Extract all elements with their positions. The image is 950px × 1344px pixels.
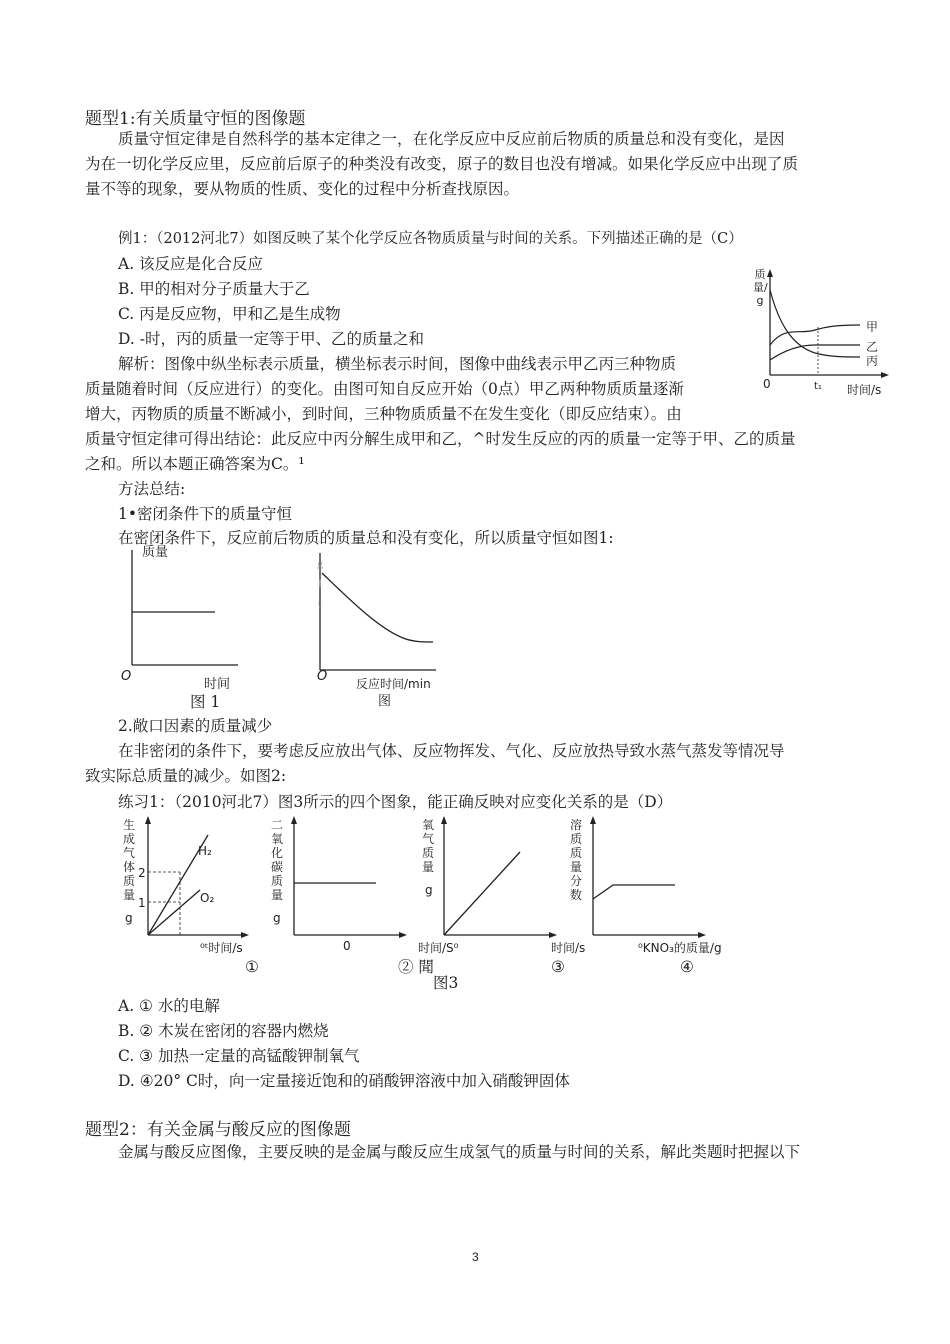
pg1-h2-label: H₂ (198, 844, 212, 858)
method-item2-text-2: 致实际总质量的减少。如图2: (85, 767, 287, 785)
graph-ylabel: 质量/g (753, 268, 768, 307)
practice1-option-d: D. ④20° C时，向一定量接近饱和的硝酸钾溶液中加入硝酸钾固体 (118, 1072, 570, 1090)
intro-line-2: 为在一切化学反应里，反应前后原子的种类没有改变，原子的数目也没有增减。如果化学反应中出现了质 (85, 155, 799, 173)
solute-fraction-line (593, 885, 675, 899)
figure1-ylabel: 质量 (142, 545, 169, 560)
graph-xlabel: 时间/s (847, 383, 882, 397)
intro-line-1: 质量守恒定律是自然科学的基本定律之一，在化学反应中反应前后物质的质量总和没有变化，是因 (118, 130, 785, 148)
example1-option-a: A. 该反应是化合反应 (118, 255, 264, 273)
pg2-ylabel: 二氧化碳质量 (270, 818, 283, 902)
analysis-line-3: 增大，丙物质的质量不断减小，到时间，三种物质质量不在发生变化（即反应结束）。由 (85, 405, 682, 423)
pg2-xlabel: 0 (343, 939, 351, 953)
practice1-question: 练习1：（2010河北7）图3所示的四个图象，能正确反映对应变化关系的是（D） (118, 793, 673, 811)
pg4-xlabel-left: 时间/s (551, 941, 586, 955)
page-number: 3 (472, 1250, 479, 1264)
pg4-xlabel: ⁰KNO₃的质量/g (638, 941, 722, 955)
section1-title: 题型1:有关质量守恒的图像题 (85, 109, 306, 129)
method-item1: 1•密闭条件下的质量守恒 (118, 505, 293, 523)
figure1-origin: O (121, 669, 132, 684)
pg1-ylabel: 生成气体质量 (122, 818, 135, 902)
analysis-line-4: 质量守恒定律可得出结论：此反应中丙分解生成甲和乙，^时发生反应的丙的质量一定等于甲、乙的质量 (85, 430, 796, 448)
pg2-yunit: g (273, 911, 281, 925)
pg3-ylabel: 氧气质量 (421, 818, 434, 874)
legend-yi: 乙 (866, 340, 879, 354)
figure2-decreasing-curve (322, 573, 433, 642)
figure3-caption: 图3 (433, 974, 459, 992)
figure2-origin: O (317, 669, 328, 684)
practice1-option-c: C. ③ 加热一定量的高锰酸钾制氧气 (118, 1047, 360, 1065)
figure2-xlabel: 反应时间/min (356, 677, 431, 691)
figure2-caption: 图 (378, 694, 392, 709)
analysis-line-5: 之和。所以本题正确答案为C。¹ (85, 455, 305, 473)
pg4-ylabel: 溶质质量分数 (569, 818, 582, 902)
legend-jia: 甲 (866, 320, 879, 334)
figure1-xlabel: 时间 (204, 677, 231, 692)
pg1-o2-label: O₂ (200, 891, 215, 905)
pg3-xlabel: 时间/S⁰ (418, 941, 459, 955)
graph-origin: 0 (763, 377, 771, 391)
o2-line (148, 890, 200, 935)
figure2-axes (308, 553, 438, 678)
figure1-axes (120, 545, 240, 670)
legend-bing: 丙 (866, 354, 879, 368)
practice1-option-a: A. ① 水的电解 (118, 997, 220, 1015)
pg4-number: ④ (680, 958, 694, 976)
graph-t1: t₁ (814, 381, 822, 392)
figure2-ylabel: ｇｌｔ (315, 560, 325, 610)
practice1-option-b: B. ② 木炭在密闭的容器内燃烧 (118, 1022, 329, 1040)
method-item1-text: 在密闭条件下，反应前后物质的质量总和没有变化，所以质量守恒如图1: (118, 529, 614, 547)
pg3-number: ③ (551, 958, 565, 976)
figure1-caption: 图 1 (190, 693, 221, 711)
example1-option-c: C. 丙是反应物，甲和乙是生成物 (118, 305, 341, 323)
pg1-xlabel: ⁰ᵗ时间/s (200, 941, 243, 955)
pg3-axes (438, 815, 558, 940)
pg1-number: ① (245, 958, 259, 976)
section2-title: 题型2：有关金属与酸反应的图像题 (85, 1120, 351, 1140)
pg2-number: ② 聞 (398, 958, 434, 976)
pg1-axes (140, 815, 250, 940)
pg1-tick-1: 1 (138, 896, 146, 910)
pg4-axes (587, 815, 707, 940)
curve-jia (770, 325, 860, 345)
example1-option-d: D. -时，丙的质量一定等于甲、乙的质量之和 (118, 330, 424, 348)
method-item2-text-1: 在非密闭的条件下，要考虑反应放出气体、反应物挥发、气化、反应放热导致水蒸气蒸发等情况导 (118, 742, 785, 760)
intro-line-3: 量不等的现象，要从物质的性质、变化的过程中分析查找原因。 (85, 180, 520, 198)
pg1-tick-2: 2 (138, 866, 146, 880)
method-title: 方法总结: (118, 480, 186, 498)
o2-rising-line (444, 852, 520, 935)
analysis-line-2: 质量随着时间（反应进行）的变化。由图可知自反应开始（0点）甲乙两种物质质量逐渐 (85, 380, 684, 398)
curve-bing (770, 290, 860, 357)
example1-question: 例1：（2012河北7）如图反映了某个化学反应各物质质量与时间的关系。下列描述正确的是（C） (118, 231, 743, 247)
example1-option-b: B. 甲的相对分子质量大于乙 (118, 280, 310, 298)
method-item2: 2.敞口因素的质量减少 (118, 717, 273, 735)
analysis-line-1: 解析：图像中纵坐标表示质量，横坐标表示时间，图像中曲线表示甲乙丙三种物质 (118, 355, 677, 373)
pg2-axes (288, 815, 408, 940)
pg3-yunit: g (425, 883, 433, 897)
pg1-yunit: g (125, 911, 133, 925)
section2-intro: 金属与酸反应图像，主要反映的是金属与酸反应生成氢气的质量与时间的关系，解此类题时把握以下 (118, 1143, 801, 1161)
